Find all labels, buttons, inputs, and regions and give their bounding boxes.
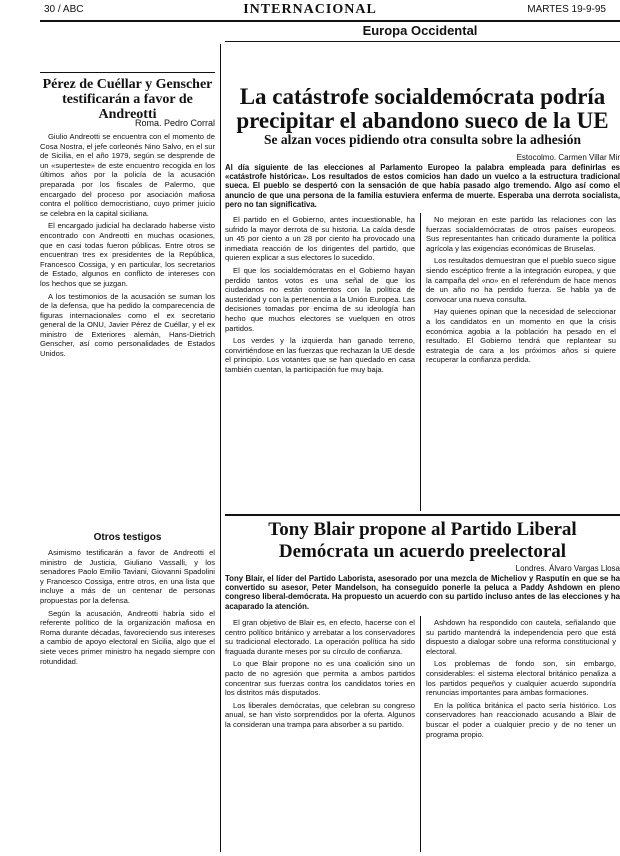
column-divider <box>220 44 221 852</box>
blair-byline: Londres. Álvaro Vargas Llosa <box>515 564 620 573</box>
left-body <box>40 132 215 528</box>
left-body-2 <box>40 548 215 848</box>
blair-top-rule <box>225 514 620 516</box>
blair-paragraph: Lo que Blair propone no es una coalición sino un pacto de no agresión que permita a ambos partidos concentrar sus fuerzas contra los candidatos tories en los distritos más disputados. <box>225 659 415 698</box>
blair-col-divider <box>420 616 421 852</box>
main-subheadline: Se alzan voces pidiendo otra consulta sobre la adhesión <box>263 132 582 147</box>
main-col-divider <box>420 213 421 511</box>
subsection-title: Europa Occidental <box>362 23 478 38</box>
section-title: INTERNACIONAL <box>243 2 377 17</box>
main-byline: Estocolmo. Carmen Villar Mir <box>516 153 620 162</box>
blair-paragraph: En la política británica el pacto sería histórico. Los conservadores han reaccionado acusando a Blair de buscar el poder a cualquier precio y de no tener un programa propio. <box>426 700 616 739</box>
main-paragraph: El que los socialdemócratas en el Gobierno hayan perdido tantos votos es una señal de que los ciudadanos no están contentos con la política de austeridad y con la pertenencia a la Unión Europea. Las decisiones tomadas por encima de su ideología han hecho que muchos electores se vuelquen en otros partidos. <box>225 265 415 333</box>
main-paragraph: Hay quienes opinan que la necesidad de seleccionar a los candidatos en un momento en que la crisis económica agobia a la población ha pesado en el resultado. El Gobierno tendrá que replantear su estrategia de cara a los próximos años si quiere recuperar la confianza perdida. <box>426 307 616 365</box>
main-paragraph: Los resultados demuestran que el pueblo sueco sigue siendo escéptico frente a la integración europea, y que la campaña del «no» en el referéndum de hace menos de un año no ha perdido fuerza. Se habla ya de convocar una nueva consulta. <box>426 256 616 304</box>
main-col-2 <box>426 215 616 510</box>
main-paragraph: El partido en el Gobierno, antes incuestionable, ha sufrido la mayor derrota de su historia. La caída desde un 45 por ciento a un 28 por ciento ha provocado una inmediata reacción de los dirigentes del partido, que quieren explicar a sus electores lo sucedido. <box>225 215 415 263</box>
left-paragraph: Asimismo testificarán a favor de Andreotti el ministro de Justicia, Giuliano Vassalli, y los senadores Paolo Emilio Taviani, Giovanni Spadolini y Francesco Cossiga, entre otros, en una lista que incluye a más de un centenar de personas propuestas por la defensa. <box>40 548 215 605</box>
blair-paragraph: Los problemas de fondo son, sin embargo, considerables: el sistema electoral británico penaliza a los partidos pequeños y cualquier acuerdo supondría renuncias importantes para ambas formaciones. <box>426 659 616 698</box>
blair-paragraph: El gran objetivo de Blair es, en efecto, hacerse con el centro político británico y arrebatar a los conservadores su tradicional electorado. La operación política ha sido fraguada durante meses por su círculo de confianza. <box>225 618 415 656</box>
left-byline: Roma. Pedro Corral <box>134 118 215 128</box>
blair-paragraph: Los liberales demócratas, que celebran su congreso anual, se han visto sorprendidos por la oferta. Algunos la consideran una trampa para absorber a su partido. <box>225 700 415 729</box>
blair-headline: Tony Blair propone al Partido Liberal Demócrata un acuerdo preelectoral <box>268 519 577 562</box>
left-headline: Pérez de Cuéllar y Genscher testificarán a favor de Andreotti <box>42 77 213 122</box>
left-paragraph: Según la acusación, Andreotti habría sido el referente político de la organización mafiosa en Roma durante décadas, favoreciendo sus intereses a cambio de apoyo electoral en Sicilia, algo que el siete veces primer ministro ha negado siempre con rotundidad. <box>40 608 215 666</box>
issue-date: MARTES 19-9-95 <box>527 4 606 15</box>
blair-col-1 <box>225 618 415 850</box>
main-paragraph: Los verdes y la izquierda han ganado terreno, convirtiéndose en las fuerzas que rechazan la UE desde el principio. Los votantes que se han quedado en casa también cuentan, la participación fue muy baja. <box>225 336 415 374</box>
left-subhead: Otros testigos <box>93 532 162 543</box>
header-rule <box>40 20 620 22</box>
main-lead: Al día siguiente de las elecciones al Parlamento Europeo la palabra empleada para definirlas es «catástrofe histórica». Los resultados de estos comicios han dado un vuelco a la estructura tradicional sueca. El pueblo se despertó con la sensación de que había pasado algo tremendo. Algo así como el anuncio de que una persona de la familia estuviera enferma de muerte. Esperaba una derrota socialista, pero no tan significativa. <box>225 163 620 209</box>
blair-lead: Tony Blair, el líder del Partido Laborista, asesorado por una mezcla de Micheliov y Rasputín en que se ha convertido su asesor, Peter Mandelson, ha conseguido ponerle la peluca a Paddy Ashdown en pleno congreso liberal-demócrata. Ha propuesto un acuerdo con su partido incluso antes de las elecciones y ha acaparado la atención. <box>225 574 620 611</box>
left-paragraph: A los testimonios de la acusación se suman los de la defensa, que ha pedido la comparecencia de figuras internacionales como el ex secretario general de la ONU, Javier Pérez de Cuéllar, y el ex ministro de Exteriores alemán, Hans-Dietrich Genscher, así como personalidades de Estados Unidos. <box>40 291 215 359</box>
main-paragraph: No mejoran en este partido las relaciones con las fuerzas socialdemócratas de otros países europeos. Sus representantes han criticado duramente la política agrícola y las exigencias económicas de Bruselas. <box>426 215 616 253</box>
page-reference: 30 / ABC <box>44 4 84 15</box>
subsection-rule <box>225 41 620 42</box>
left-paragraph: Giulio Andreotti se encuentra con el momento de Cosa Nostra, el jefe corleonés Nino Salvo, en el sur de Sicilia, en el año 1979, según se desprende de un «superteste» de este encuentro recogida en los últimos años por la policía de la acusación preparada por los fiscales de Palermo, que encargado del proceso por asociación mafiosa contra el político democristiano, cuyo primer juicio se celebra en la capital siciliana. <box>40 132 215 218</box>
left-paragraph: El encargado judicial ha declarado haberse visto encontrado con Andreotti en muchas ocasiones, que en casi todas fueron públicas. Entre otros se encuentran tres ex presidentes de la República, Francesco Cossiga, y en particular, los secretarios de Estado, algunos en conflicto de intereses con los hechos que se juzgan. <box>40 221 215 288</box>
blair-col-2 <box>426 618 616 850</box>
left-top-rule <box>40 72 215 73</box>
main-col-1 <box>225 215 415 510</box>
main-headline: La catástrofe socialdemócrata podría precipitar el abandono sueco de la UE <box>236 84 609 133</box>
blair-paragraph: Ashdown ha respondido con cautela, señalando que su partido mantendrá la independencia pero que está dispuesto a dialogar sobre una reforma constitucional y electoral. <box>426 618 616 656</box>
